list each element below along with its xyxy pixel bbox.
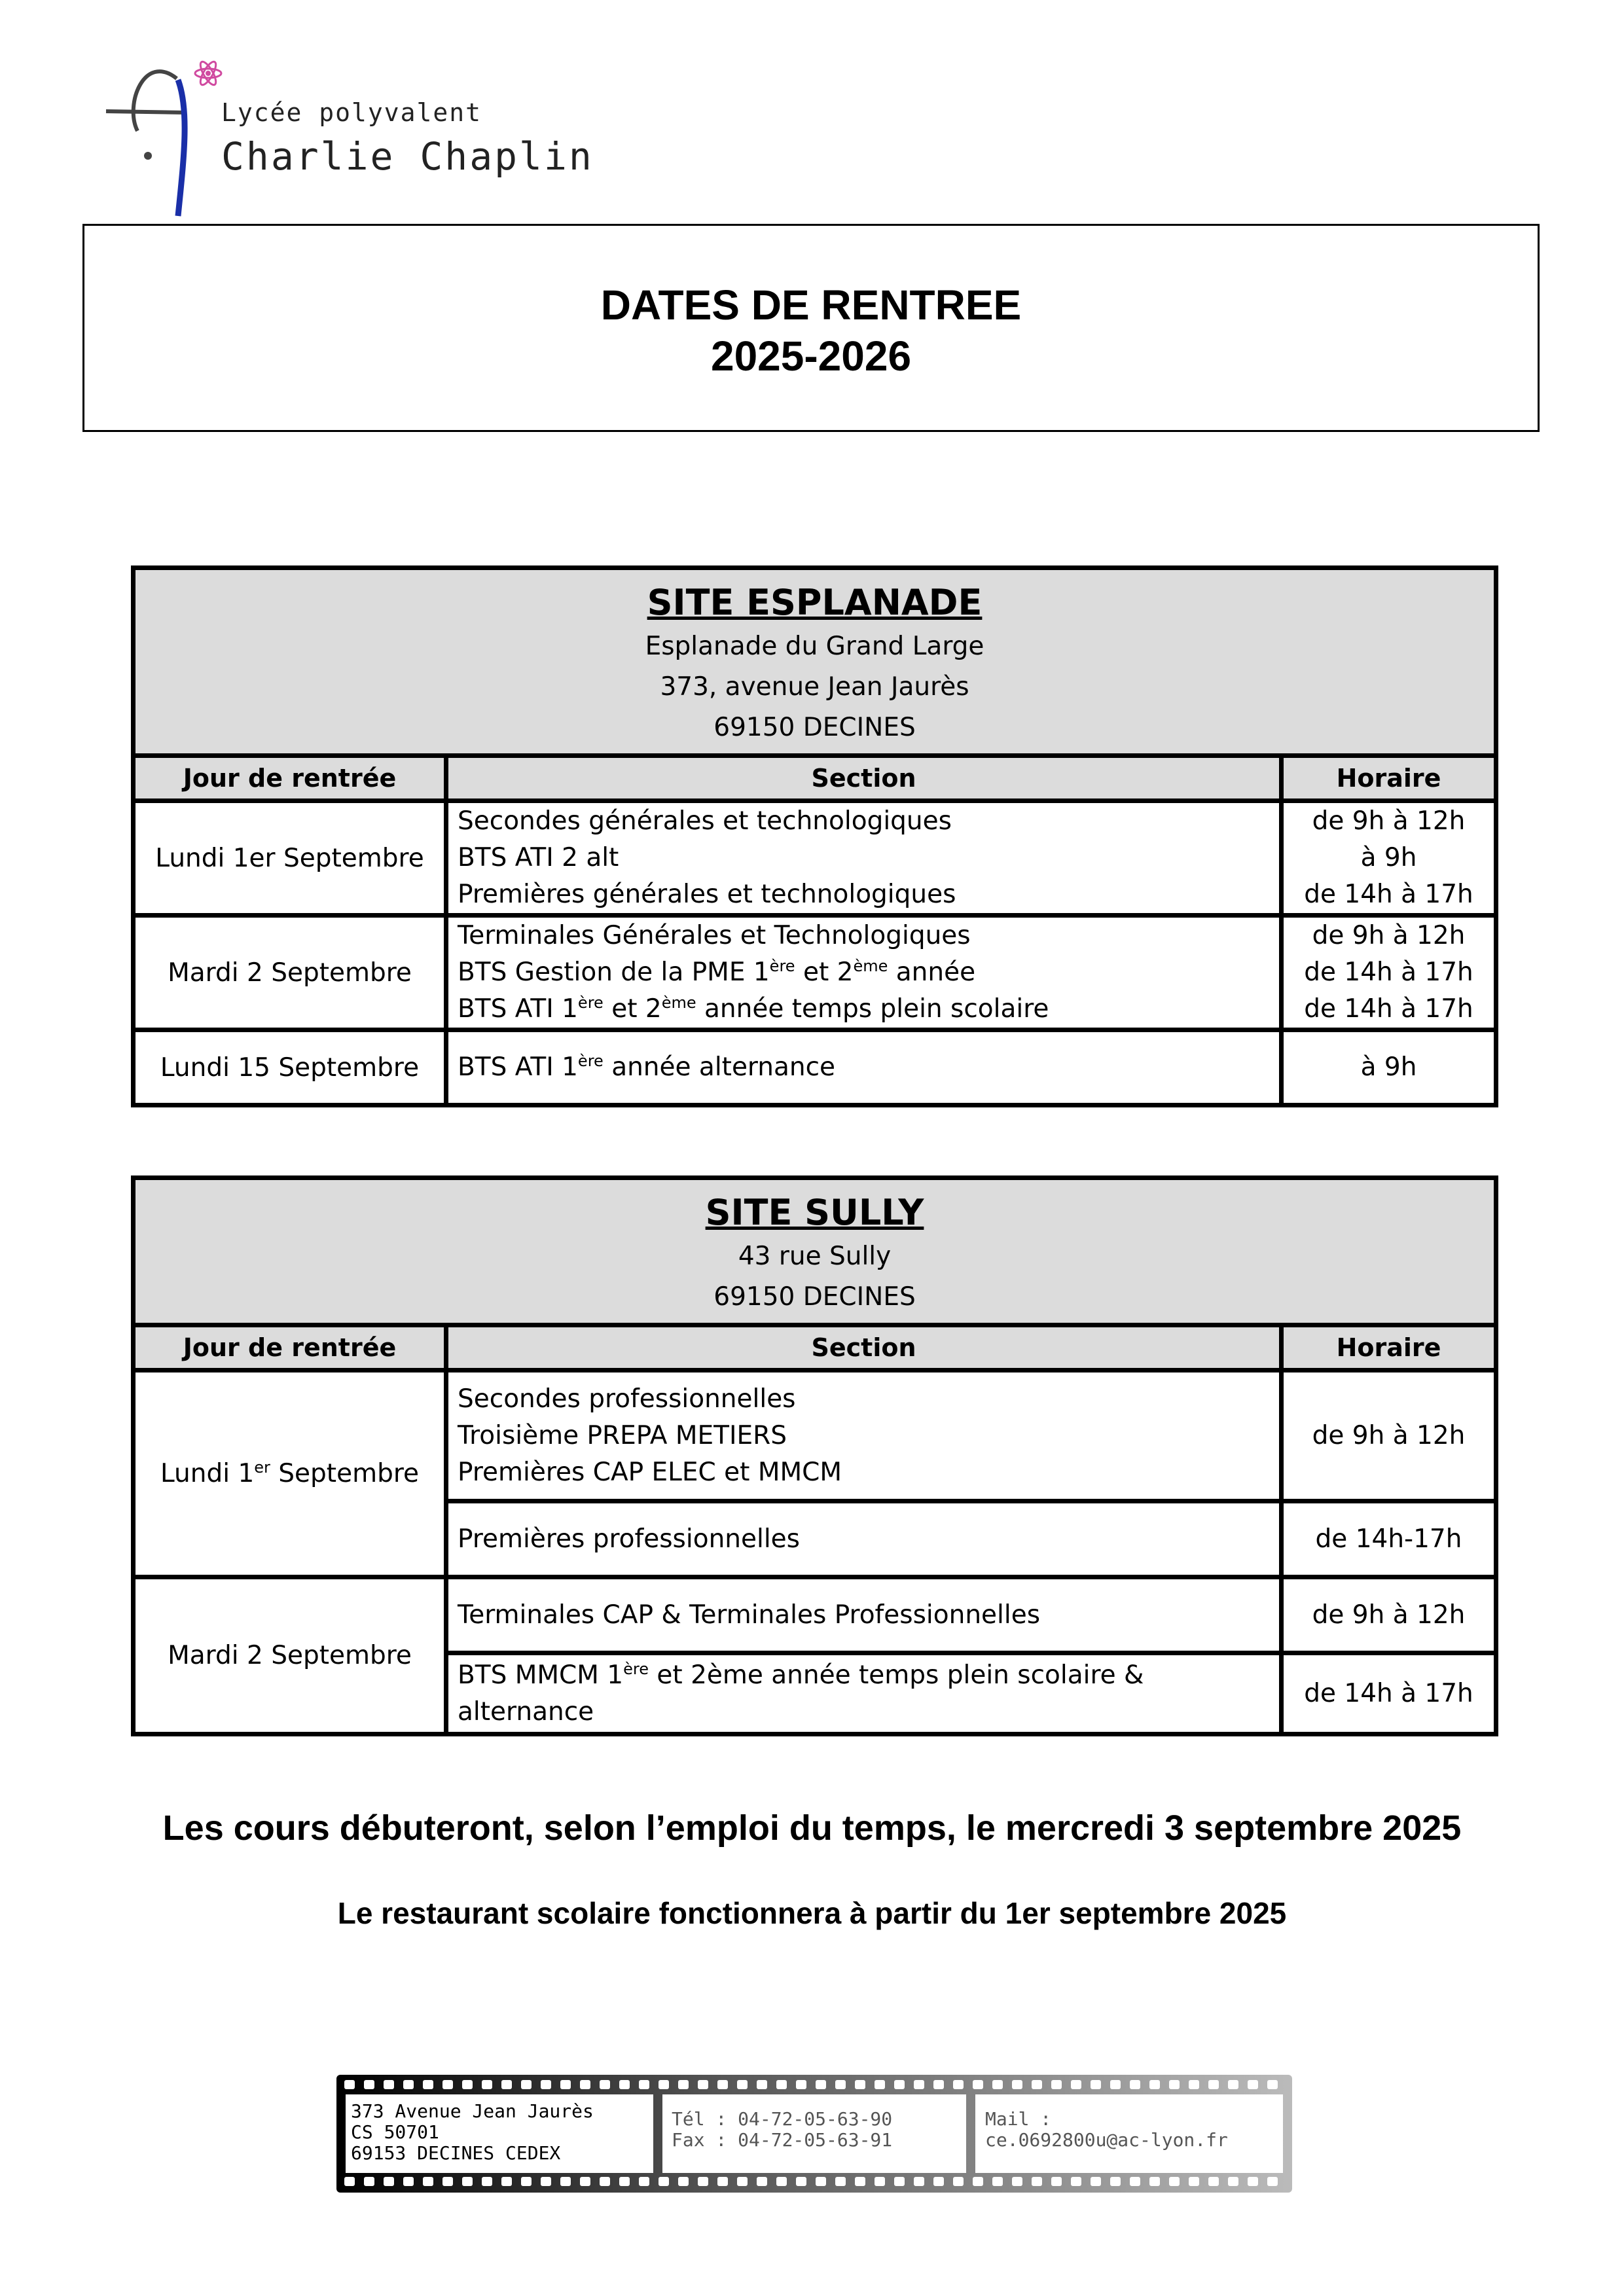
section-line: BTS ATI 1ère et 2ème année temps plein scolaire: [458, 994, 1049, 1024]
hours-cell: à 9h: [1282, 1030, 1496, 1105]
page-title: DATES DE RENTREE: [600, 281, 1022, 329]
site-address-line: 373, avenue Jean Jaurès: [660, 672, 969, 702]
school-name: Charlie Chaplin: [221, 134, 594, 179]
section-line: Secondes professionnelles: [458, 1384, 796, 1414]
section-cell: Premières professionnelles: [446, 1501, 1282, 1577]
day-cell: Lundi 1er Septembre: [134, 1371, 446, 1577]
hours-cell: de 9h à 12h: [1282, 1371, 1496, 1501]
hours-line: de 9h à 12h: [1312, 921, 1466, 950]
table-row: [134, 1371, 1496, 1501]
section-cell: [446, 916, 1282, 1030]
column-header-hours: Horaire: [1282, 756, 1496, 801]
footer-address-line: CS 50701: [351, 2121, 439, 2143]
hours-line: de 14h à 17h: [1304, 958, 1473, 987]
hours-line: de 14h à 17h: [1304, 880, 1473, 909]
site-header: [134, 568, 1496, 756]
table-row: [134, 916, 1496, 1030]
site-name: SITE ESPLANADE: [647, 582, 983, 623]
footer-phone: [672, 2109, 892, 2151]
footer-tel: Tél : 04-72-05-63-90: [672, 2108, 893, 2130]
esplanade-schedule-table: [131, 565, 1498, 1107]
courses-start-note: Les cours débuteront, selon l’emploi du temps, le mercredi 3 septembre 2025: [162, 1808, 1462, 1848]
column-header-section: Section: [446, 756, 1282, 801]
hours-cell: de 14h à 17h: [1282, 1653, 1496, 1734]
hours-line: à 9h: [1360, 843, 1417, 872]
section-line: Secondes générales et technologiques: [458, 806, 952, 836]
footer-address: [351, 2101, 594, 2164]
column-header-section: Section: [446, 1325, 1282, 1371]
site-address-line: 43 rue Sully: [738, 1242, 892, 1271]
section-line: Terminales Générales et Technologiques: [458, 921, 971, 950]
section-line: Premières générales et technologiques: [458, 880, 956, 909]
table-row: [134, 1030, 1496, 1105]
footer-mail-address[interactable]: ce.0692800u@ac-lyon.fr: [985, 2129, 1228, 2151]
day-cell: Lundi 1er Septembre: [134, 801, 446, 916]
hours-line: de 9h à 12h: [1312, 806, 1466, 836]
site-address-line: 69150 DECINES: [713, 713, 916, 742]
hours-cell: [1282, 801, 1496, 916]
site-header: [134, 1178, 1496, 1325]
section-cell: BTS ATI 1ère année alternance: [446, 1030, 1282, 1105]
hours-cell: de 14h-17h: [1282, 1501, 1496, 1577]
restaurant-note: Le restaurant scolaire fonctionnera à partir du 1er septembre 2025: [337, 1896, 1287, 1930]
section-cell: [446, 1371, 1282, 1501]
section-line: Troisième PREPA METIERS: [458, 1420, 787, 1450]
section-cell: BTS MMCM 1ère et 2ème année temps plein scolaire & alternance: [446, 1653, 1282, 1734]
section-line: BTS Gestion de la PME 1ère et 2ème année: [458, 957, 976, 987]
hours-cell: [1282, 916, 1496, 1030]
site-address-line: 69150 DECINES: [713, 1282, 916, 1312]
footer-address-line: 373 Avenue Jean Jaurès: [351, 2100, 594, 2122]
hours-cell: de 9h à 12h: [1282, 1577, 1496, 1653]
footer-fax: Fax : 04-72-05-63-91: [672, 2129, 893, 2151]
day-cell: Mardi 2 Septembre: [134, 1577, 446, 1734]
footer-mail: [985, 2109, 1228, 2151]
column-header-day: Jour de rentrée: [134, 1325, 446, 1371]
column-header-hours: Horaire: [1282, 1325, 1496, 1371]
school-year: 2025-2026: [710, 332, 912, 380]
table-row: [134, 801, 1496, 916]
day-cell: Lundi 15 Septembre: [134, 1030, 446, 1105]
footer-mail-label: Mail :: [985, 2108, 1052, 2130]
site-address-line: Esplanade du Grand Large: [645, 632, 984, 661]
hours-line: de 14h à 17h: [1304, 994, 1473, 1024]
footer-address-line: 69153 DECINES CEDEX: [351, 2142, 561, 2164]
title-box: [82, 224, 1540, 432]
section-cell: [446, 801, 1282, 916]
column-header-day: Jour de rentrée: [134, 756, 446, 801]
section-line: BTS ATI 2 alt: [458, 843, 619, 872]
site-name: SITE SULLY: [705, 1192, 924, 1233]
section-cell: Terminales CAP & Terminales Professionnelles: [446, 1577, 1282, 1653]
sully-schedule-table: [131, 1175, 1498, 1736]
school-type-label: Lycée polyvalent: [221, 98, 482, 127]
section-line: Premières CAP ELEC et MMCM: [458, 1457, 842, 1487]
table-row: [134, 1577, 1496, 1653]
day-cell: Mardi 2 Septembre: [134, 916, 446, 1030]
